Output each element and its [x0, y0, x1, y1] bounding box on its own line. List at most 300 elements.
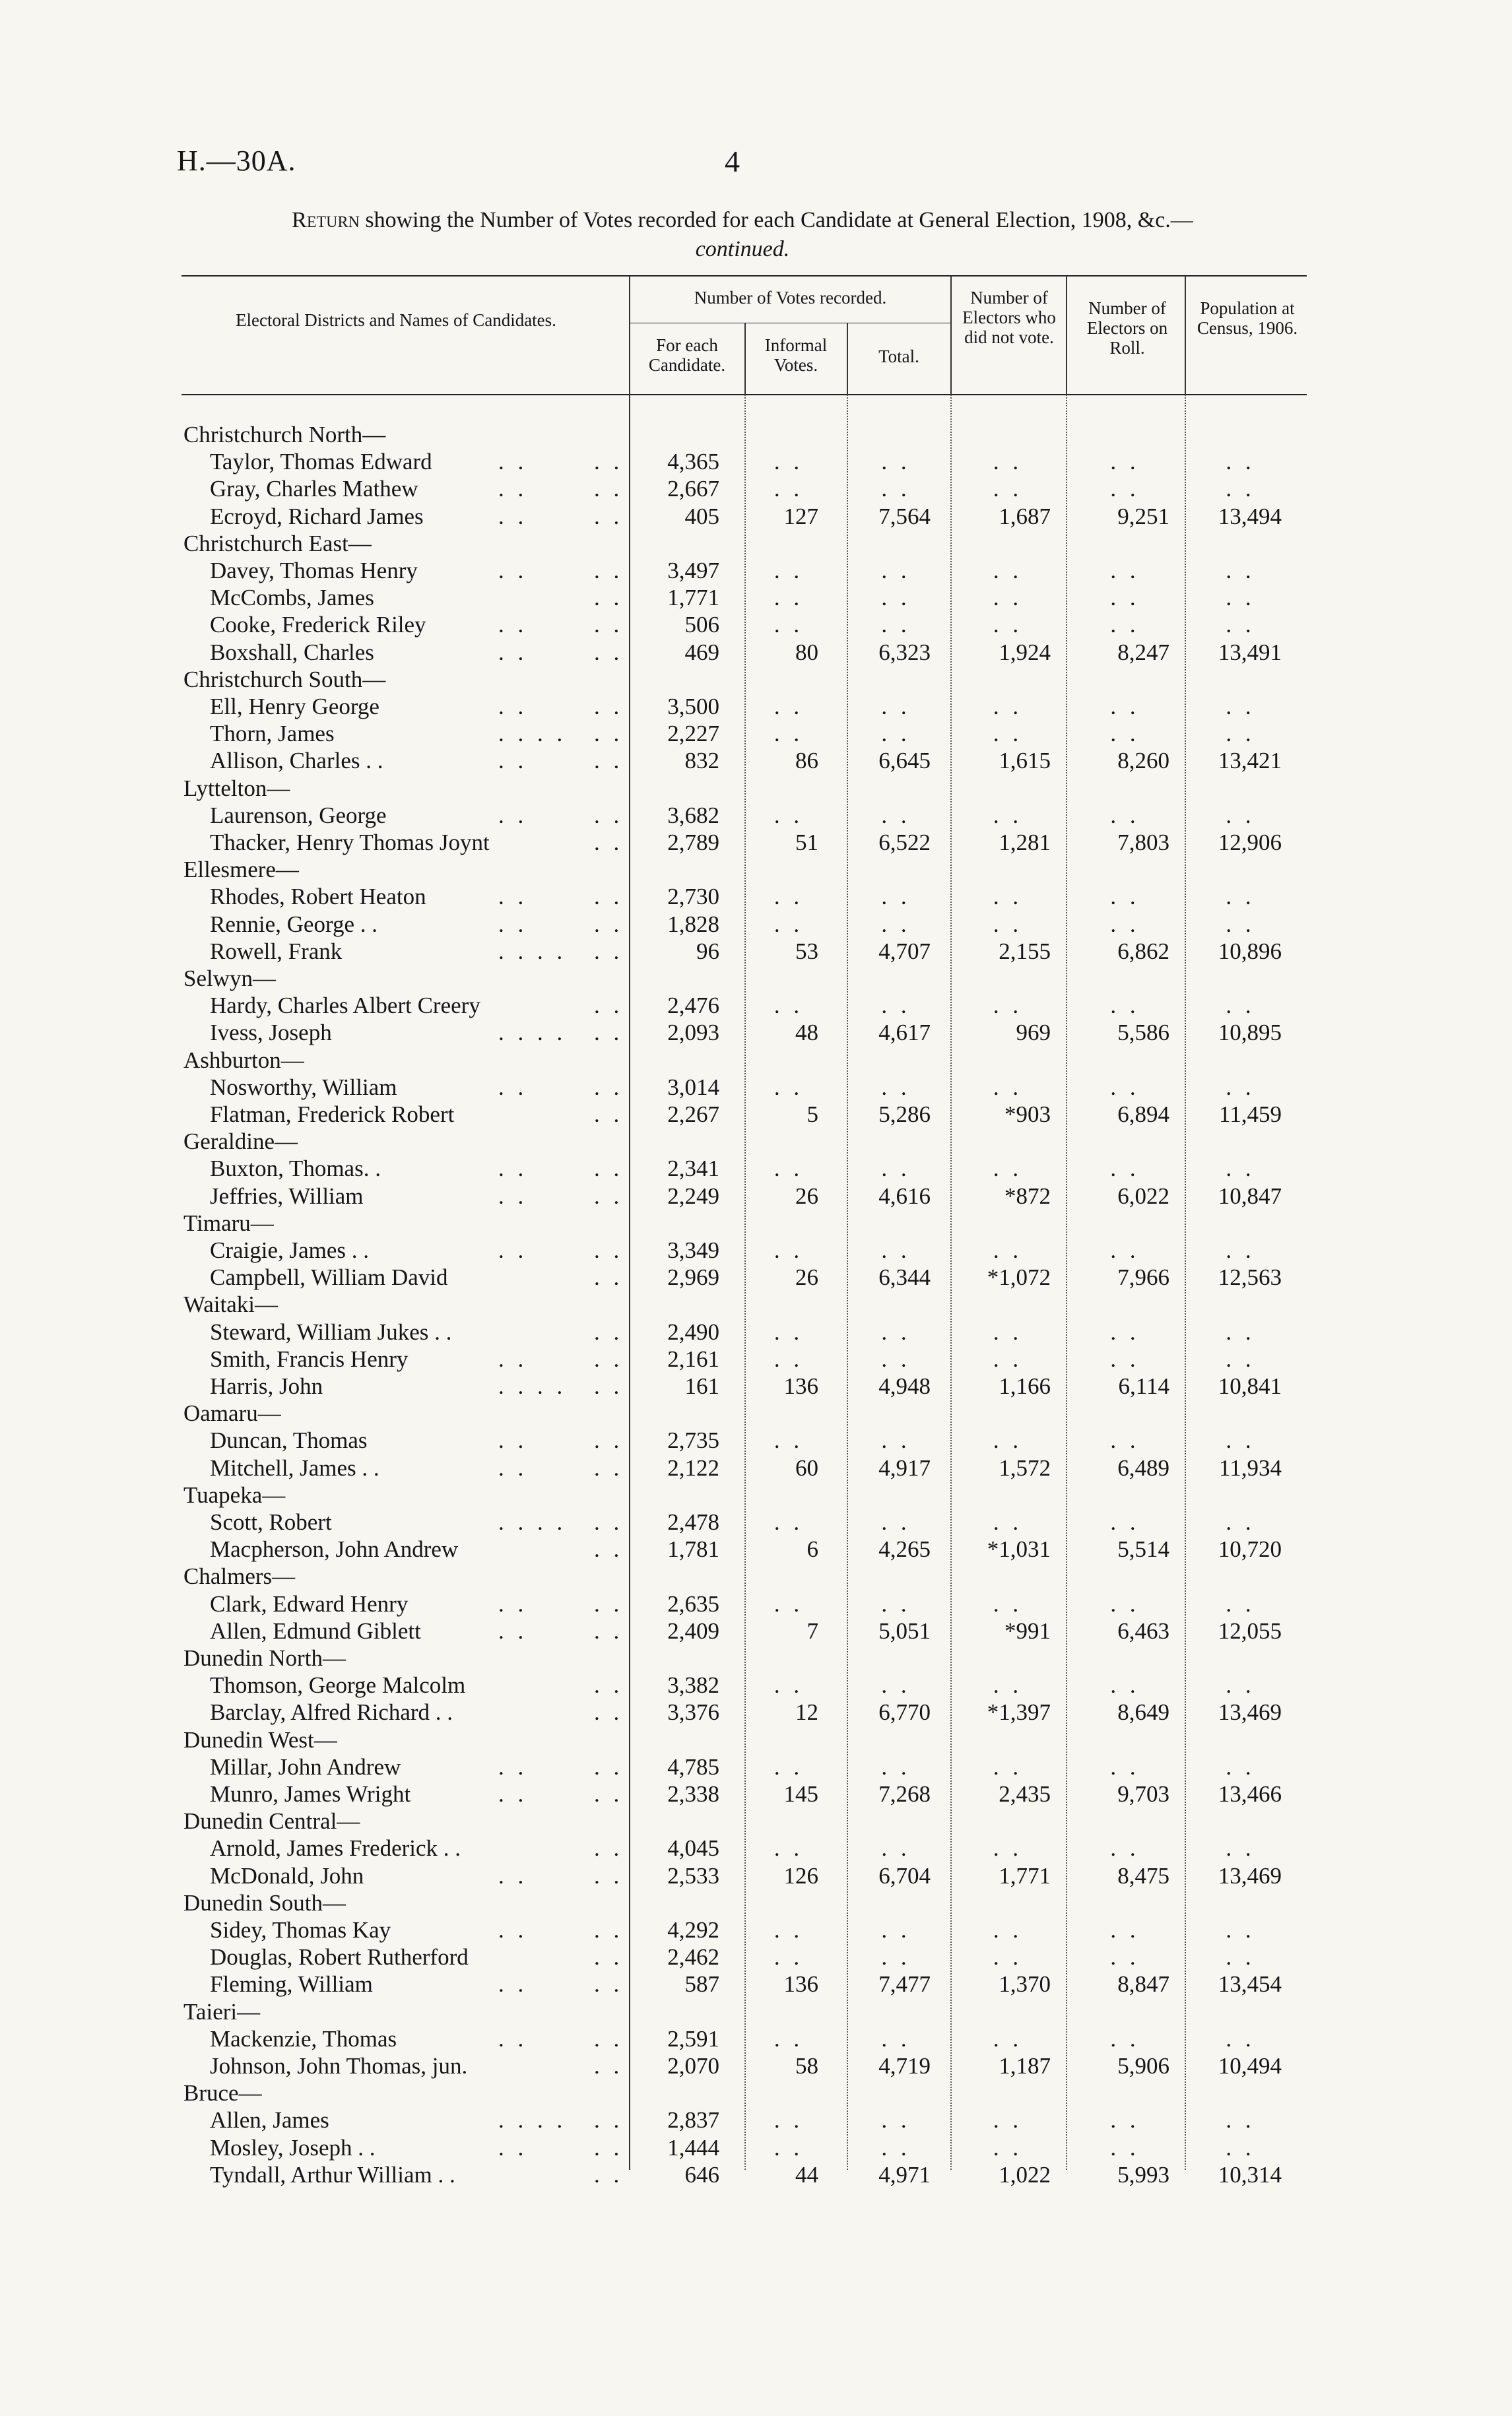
cell-population-empty: . . — [1226, 694, 1255, 719]
cell-population: 13,421 — [1218, 748, 1282, 774]
cell-population-empty: . . — [1226, 1672, 1255, 1699]
candidate-leader: . . — [498, 1590, 528, 1617]
cell-total-empty: . . — [881, 1319, 911, 1345]
cell-on-roll: 6,463 — [1117, 1617, 1169, 1644]
cell-total-empty: . . — [881, 911, 911, 937]
candidate-leader: . . — [498, 1917, 528, 1943]
cell-total-empty: . . — [881, 1835, 911, 1862]
row-leader: . . — [594, 1699, 624, 1726]
cell-total: 7,268 — [878, 1781, 931, 1807]
candidate-name: McDonald, John — [210, 1862, 364, 1889]
candidate-name: Nosworthy, William — [210, 1074, 397, 1100]
cell-total-empty: . . — [881, 802, 911, 828]
district-row — [0, 856, 1512, 883]
cell-population-empty: . . — [1226, 449, 1255, 475]
cell-not-voted: 1,687 — [999, 503, 1051, 529]
candidate-name: Laurenson, George — [210, 802, 387, 828]
votes-for-candidate: 3,682 — [667, 802, 719, 828]
candidate-row — [0, 802, 1512, 829]
votes-for-candidate: 2,161 — [667, 1346, 719, 1372]
cell-informal: 5 — [806, 1101, 818, 1127]
candidate-name: Campbell, William David — [210, 1264, 448, 1291]
cell-total-empty: . . — [881, 1590, 911, 1617]
cell-not-voted-empty: . . — [993, 1672, 1023, 1699]
votes-for-candidate: 2,093 — [667, 1020, 719, 1046]
cell-on-roll: 6,862 — [1117, 938, 1169, 964]
votes-for-candidate: 1,781 — [667, 1536, 719, 1563]
cell-total: 4,971 — [878, 2161, 931, 2188]
cell-not-voted-empty: . . — [993, 1753, 1023, 1780]
candidate-leader: . . — [498, 1156, 528, 1182]
row-leader: . . — [594, 1156, 624, 1182]
candidate-leader: . . — [498, 1074, 528, 1100]
page-reference: H.—30A. — [177, 145, 296, 177]
votes-for-candidate: 506 — [684, 612, 719, 638]
cell-on-roll: 5,586 — [1117, 1020, 1169, 1046]
cell-population-empty: . . — [1226, 721, 1255, 747]
district-row — [0, 666, 1512, 693]
votes-for-candidate: 405 — [684, 503, 719, 529]
cell-population: 10,841 — [1218, 1373, 1282, 1399]
cell-on-roll-empty: . . — [1110, 2107, 1140, 2134]
cell-on-roll-empty: . . — [1110, 884, 1140, 910]
cell-informal: 48 — [795, 1020, 818, 1046]
cell-population-empty: . . — [1226, 1427, 1255, 1454]
cell-not-voted: 1,166 — [999, 1373, 1051, 1399]
cell-informal-empty: . . — [773, 1753, 804, 1780]
candidate-row — [0, 1509, 1512, 1536]
votes-for-candidate: 2,667 — [667, 476, 719, 502]
votes-for-candidate: 3,014 — [667, 1074, 719, 1100]
candidate-row — [0, 1183, 1512, 1210]
candidate-name: Rowell, Frank — [210, 938, 343, 964]
district-row — [0, 1808, 1512, 1835]
candidate-leader: . . — [498, 1781, 528, 1807]
cell-not-voted-empty: . . — [993, 1917, 1023, 1943]
cell-not-voted-empty: . . — [993, 1346, 1023, 1372]
cell-on-roll-empty: . . — [1110, 1590, 1140, 1617]
cell-total-empty: . . — [881, 612, 911, 638]
candidate-leader: . . . . — [498, 2107, 567, 2134]
votes-for-candidate: 469 — [684, 639, 719, 665]
cell-not-voted-empty: . . — [993, 1509, 1023, 1535]
cell-informal-empty: . . — [773, 1319, 804, 1345]
candidate-row — [0, 1862, 1512, 1889]
candidate-name: Smith, Francis Henry — [210, 1346, 409, 1372]
district-name: Christchurch North— — [183, 422, 386, 447]
candidate-name: Douglas, Robert Rutherford — [210, 1944, 469, 1971]
votes-for-candidate: 2,730 — [667, 884, 719, 910]
cell-on-roll: 8,260 — [1117, 748, 1169, 774]
cell-total-empty: . . — [881, 1074, 911, 1100]
cell-not-voted-empty: . . — [993, 558, 1023, 583]
cell-total-empty: . . — [881, 1237, 911, 1263]
candidate-leader: . . — [498, 1862, 528, 1889]
cell-on-roll-empty: . . — [1110, 585, 1140, 611]
candidate-row — [0, 2052, 1512, 2079]
cell-informal: 53 — [795, 938, 818, 964]
district-row — [0, 1047, 1512, 1074]
cell-not-voted: 2,155 — [999, 938, 1051, 964]
cell-on-roll-empty: . . — [1110, 1156, 1140, 1182]
cell-population: 10,720 — [1218, 1536, 1282, 1563]
col-header-not-voted: Number of Electors who did not vote. — [962, 288, 1056, 347]
cell-informal-empty: . . — [773, 476, 804, 502]
cell-population-empty: . . — [1226, 2025, 1255, 2052]
cell-on-roll: 9,251 — [1117, 503, 1169, 529]
candidate-leader: . . — [498, 884, 528, 910]
row-leader: . . — [594, 449, 624, 475]
row-leader: . . — [594, 1454, 624, 1481]
candidate-row — [0, 557, 1512, 584]
cell-on-roll: 8,649 — [1117, 1699, 1169, 1726]
cell-population-empty: . . — [1226, 612, 1255, 638]
candidate-row — [0, 1237, 1512, 1264]
candidate-row — [0, 1971, 1512, 1998]
cell-informal: 26 — [795, 1183, 818, 1209]
cell-informal-empty: . . — [773, 585, 804, 611]
candidate-row — [0, 1943, 1512, 1971]
col-header-total: Total. — [878, 346, 919, 366]
candidate-name: Craigie, James . . — [210, 1237, 370, 1263]
row-leader: . . — [594, 1944, 624, 1971]
candidate-leader: . . — [498, 1971, 528, 1998]
cell-on-roll-empty: . . — [1110, 1672, 1140, 1699]
district-name: Ellesmere— — [183, 857, 299, 883]
col-header-on-roll: Number of Electors on Roll. — [1086, 298, 1168, 358]
cell-total: 4,617 — [878, 1020, 931, 1046]
district-name: Christchurch South— — [183, 666, 386, 692]
cell-not-voted: *1,397 — [987, 1699, 1051, 1726]
candidate-leader: . . — [498, 1237, 528, 1263]
candidate-name: Thorn, James — [210, 721, 335, 747]
cell-total-empty: . . — [881, 476, 911, 502]
cell-population-empty: . . — [1226, 476, 1255, 502]
cell-not-voted: 1,370 — [999, 1971, 1051, 1998]
row-leader: . . — [594, 1672, 624, 1699]
cell-total: 4,917 — [878, 1454, 931, 1481]
votes-for-candidate: 3,382 — [667, 1672, 719, 1699]
candidate-name: Ell, Henry George — [210, 694, 379, 719]
candidate-name: Hardy, Charles Albert Creery — [210, 993, 480, 1019]
cell-population: 12,563 — [1218, 1264, 1282, 1291]
votes-for-candidate: 1,444 — [667, 2134, 719, 2161]
cell-total: 6,704 — [878, 1862, 931, 1889]
row-leader: . . — [594, 993, 624, 1019]
row-leader: . . — [594, 830, 624, 855]
cell-total-empty: . . — [881, 694, 911, 719]
cell-population-empty: . . — [1226, 993, 1255, 1019]
candidate-leader: . . — [498, 503, 528, 529]
cell-informal-empty: . . — [773, 1509, 804, 1535]
candidate-leader: . . — [498, 1753, 528, 1780]
cell-population-empty: . . — [1226, 1753, 1255, 1780]
row-leader: . . — [594, 1020, 624, 1046]
cell-population: 13,491 — [1218, 639, 1282, 665]
cell-informal: 136 — [783, 1971, 818, 1998]
cell-informal-empty: . . — [773, 884, 804, 910]
candidate-leader: . . — [498, 1183, 528, 1209]
row-leader: . . — [594, 1373, 624, 1399]
cell-on-roll-empty: . . — [1110, 1319, 1140, 1345]
district-row — [0, 1563, 1512, 1590]
cell-informal: 44 — [795, 2161, 818, 2188]
cell-on-roll-empty: . . — [1110, 612, 1140, 638]
row-leader: . . — [594, 2134, 624, 2161]
votes-for-candidate: 161 — [684, 1373, 719, 1399]
district-name: Ashburton— — [183, 1047, 304, 1073]
cell-total: 5,286 — [878, 1101, 931, 1127]
title-continued: continued. — [695, 237, 790, 261]
row-leader: . . — [594, 884, 624, 910]
candidate-name: Fleming, William — [210, 1971, 373, 1998]
candidate-name: Rennie, George . . — [210, 911, 378, 937]
cell-total-empty: . . — [881, 1346, 911, 1372]
row-leader: . . — [594, 503, 624, 529]
candidate-leader: . . — [498, 1427, 528, 1454]
cell-informal-empty: . . — [773, 1156, 804, 1182]
cell-population: 10,896 — [1218, 938, 1282, 964]
candidate-name: Ecroyd, Richard James — [210, 503, 424, 529]
cell-informal-empty: . . — [773, 1835, 804, 1862]
candidate-name: Steward, William Jukes . . — [210, 1319, 452, 1345]
cell-on-roll-empty: . . — [1110, 1753, 1140, 1780]
candidate-name: Harris, John — [210, 1373, 323, 1399]
cell-population-empty: . . — [1226, 1156, 1255, 1182]
district-name: Oamaru— — [183, 1400, 281, 1427]
votes-for-candidate: 2,591 — [667, 2025, 719, 2052]
cell-total-empty: . . — [881, 1672, 911, 1699]
candidate-row — [0, 829, 1512, 856]
cell-on-roll: 5,993 — [1117, 2161, 1169, 2188]
cell-total: 6,645 — [878, 748, 931, 774]
cell-not-voted: 1,924 — [999, 639, 1051, 665]
votes-for-candidate: 3,349 — [667, 1237, 719, 1263]
candidate-row — [0, 1319, 1512, 1346]
votes-for-candidate: 832 — [684, 748, 719, 774]
district-row — [0, 1889, 1512, 1916]
candidate-name: Allen, Edmund Giblett — [210, 1617, 421, 1644]
cell-on-roll-empty: . . — [1110, 1074, 1140, 1100]
votes-for-candidate: 2,070 — [667, 2053, 719, 2079]
cell-not-voted: 1,572 — [999, 1454, 1051, 1481]
candidate-row — [0, 1074, 1512, 1101]
candidate-row — [0, 503, 1512, 530]
row-leader: . . — [594, 476, 624, 502]
cell-not-voted-empty: . . — [993, 1427, 1023, 1454]
candidate-row — [0, 1780, 1512, 1808]
cell-on-roll: 8,847 — [1117, 1971, 1169, 1998]
row-leader: . . — [594, 585, 624, 611]
votes-for-candidate: 2,837 — [667, 2107, 719, 2134]
cell-on-roll: 6,022 — [1117, 1183, 1169, 1209]
candidate-name: Cooke, Frederick Riley — [210, 612, 426, 638]
cell-informal-empty: . . — [773, 1346, 804, 1372]
candidate-row — [0, 639, 1512, 666]
cell-on-roll: 6,489 — [1117, 1454, 1169, 1481]
votes-for-candidate: 3,497 — [667, 558, 719, 583]
cell-total-empty: . . — [881, 1509, 911, 1535]
candidate-row — [0, 911, 1512, 938]
candidate-name: Mosley, Joseph . . — [210, 2134, 376, 2161]
votes-for-candidate: 96 — [696, 938, 719, 964]
cell-population: 11,934 — [1219, 1454, 1282, 1481]
candidate-row — [0, 584, 1512, 611]
cell-not-voted: 1,187 — [999, 2053, 1051, 2079]
cell-on-roll: 7,966 — [1117, 1264, 1169, 1291]
candidate-row — [0, 883, 1512, 910]
row-leader: . . — [594, 1781, 624, 1807]
cell-not-voted-empty: . . — [993, 1319, 1023, 1345]
row-leader: . . — [594, 639, 624, 665]
candidate-row — [0, 1536, 1512, 1563]
district-name: Dunedin South— — [183, 1889, 346, 1916]
candidate-leader: . . . . — [498, 1020, 567, 1046]
row-leader: . . — [594, 1862, 624, 1889]
votes-for-candidate: 646 — [684, 2161, 719, 2188]
row-leader: . . — [594, 911, 624, 937]
col-header-district: Electoral Districts and Names of Candidates. — [236, 310, 556, 330]
cell-not-voted-empty: . . — [993, 2134, 1023, 2161]
district-row — [0, 1645, 1512, 1672]
votes-for-candidate: 4,785 — [667, 1753, 719, 1780]
cell-on-roll-empty: . . — [1110, 449, 1140, 475]
cell-not-voted: 1,281 — [999, 830, 1051, 855]
cell-informal-empty: . . — [773, 1590, 804, 1617]
votes-for-candidate: 587 — [684, 1971, 719, 1998]
votes-for-candidate: 2,122 — [667, 1454, 719, 1481]
row-leader: . . — [594, 1101, 624, 1127]
cell-not-voted-empty: . . — [993, 585, 1023, 611]
cell-not-voted-empty: . . — [993, 993, 1023, 1019]
cell-population: 13,454 — [1218, 1971, 1282, 1998]
cell-on-roll-empty: . . — [1110, 1917, 1140, 1943]
cell-informal: 6 — [806, 1536, 818, 1563]
cell-population-empty: . . — [1226, 2107, 1255, 2134]
district-row — [0, 1210, 1512, 1237]
candidate-leader: . . — [498, 449, 528, 475]
candidate-row — [0, 938, 1512, 965]
row-leader: . . — [594, 1917, 624, 1943]
cell-not-voted-empty: . . — [993, 1237, 1023, 1263]
row-leader: . . — [594, 1971, 624, 1998]
cell-informal: 145 — [783, 1781, 818, 1807]
cell-not-voted-empty: . . — [993, 1944, 1023, 1971]
candidate-row — [0, 693, 1512, 720]
candidate-leader: . . — [498, 1454, 528, 1481]
votes-for-candidate: 4,045 — [667, 1835, 719, 1862]
candidate-name: Ivess, Joseph — [210, 1020, 332, 1046]
cell-informal: 86 — [795, 748, 818, 774]
district-row — [0, 2079, 1512, 2106]
candidate-leader: . . — [498, 2025, 528, 2052]
cell-on-roll-empty: . . — [1110, 476, 1140, 502]
cell-on-roll-empty: . . — [1110, 911, 1140, 937]
district-name: Dunedin Central— — [183, 1808, 360, 1835]
cell-informal: 60 — [795, 1454, 818, 1481]
row-leader: . . — [594, 1536, 624, 1563]
cell-on-roll-empty: . . — [1110, 1346, 1140, 1372]
cell-total: 5,051 — [878, 1617, 931, 1644]
votes-for-candidate: 4,292 — [667, 1917, 719, 1943]
cell-total: 6,344 — [878, 1264, 931, 1291]
candidate-row — [0, 1916, 1512, 1943]
candidate-row — [0, 1101, 1512, 1128]
candidate-leader: . . — [498, 2134, 528, 2161]
candidate-row — [0, 611, 1512, 638]
district-row — [0, 1482, 1512, 1509]
cell-informal: 80 — [795, 639, 818, 665]
votes-for-candidate: 2,462 — [667, 1944, 719, 1971]
cell-on-roll: 6,894 — [1117, 1101, 1169, 1127]
cell-not-voted-empty: . . — [993, 1074, 1023, 1100]
cell-population-empty: . . — [1226, 1944, 1255, 1971]
cell-informal-empty: . . — [773, 1074, 804, 1100]
cell-total: 6,522 — [878, 830, 931, 855]
cell-not-voted-empty: . . — [993, 802, 1023, 828]
row-leader: . . — [594, 2053, 624, 2079]
candidate-row — [0, 1264, 1512, 1291]
candidate-row — [0, 2025, 1512, 2052]
cell-informal-empty: . . — [773, 2107, 804, 2134]
row-leader: . . — [594, 1319, 624, 1345]
votes-for-candidate: 2,249 — [667, 1183, 719, 1209]
district-name: Taieri— — [183, 1998, 261, 2025]
candidate-leader: . . — [498, 476, 528, 502]
cell-informal-empty: . . — [773, 694, 804, 719]
candidate-leader: . . . . — [498, 721, 567, 747]
cell-not-voted: 1,022 — [999, 2161, 1051, 2188]
cell-not-voted-empty: . . — [993, 721, 1023, 747]
cell-not-voted-empty: . . — [993, 612, 1023, 638]
candidate-row — [0, 1427, 1512, 1454]
row-leader: . . — [594, 1183, 624, 1209]
district-name: Timaru— — [183, 1210, 274, 1236]
cell-informal: 7 — [806, 1617, 818, 1644]
district-row — [0, 775, 1512, 802]
cell-total-empty: . . — [881, 1156, 911, 1182]
cell-informal: 12 — [795, 1699, 818, 1726]
candidate-leader: . . — [498, 1346, 528, 1372]
candidate-name: Allen, James — [210, 2107, 329, 2134]
candidate-leader: . . — [498, 694, 528, 719]
cell-population-empty: . . — [1226, 1319, 1255, 1345]
cell-on-roll-empty: . . — [1110, 1237, 1140, 1263]
candidate-name: Jeffries, William — [210, 1183, 364, 1209]
votes-for-candidate: 3,500 — [667, 694, 719, 719]
row-leader: . . — [594, 748, 624, 774]
candidate-name: Tyndall, Arthur William . . — [210, 2161, 455, 2188]
cell-not-voted: *1,072 — [987, 1264, 1051, 1291]
cell-population: 13,469 — [1218, 1862, 1282, 1889]
cell-informal: 126 — [783, 1862, 818, 1889]
cell-not-voted-empty: . . — [993, 2025, 1023, 2052]
district-row — [0, 965, 1512, 992]
candidate-row — [0, 1590, 1512, 1617]
candidate-name: Barclay, Alfred Richard . . — [210, 1699, 453, 1726]
candidate-name: Rhodes, Robert Heaton — [210, 884, 426, 910]
cell-not-voted: 1,615 — [999, 748, 1051, 774]
candidate-name: Munro, James Wright — [210, 1781, 411, 1807]
cell-total-empty: . . — [881, 1427, 911, 1454]
row-leader: . . — [594, 1237, 624, 1263]
votes-for-candidate: 1,828 — [667, 911, 719, 937]
candidate-name: Sidey, Thomas Kay — [210, 1917, 391, 1943]
candidate-name: Taylor, Thomas Edward — [210, 449, 432, 475]
cell-on-roll: 7,803 — [1117, 830, 1169, 855]
cell-not-voted: 1,771 — [999, 1862, 1051, 1889]
cell-total: 7,477 — [878, 1971, 931, 1998]
